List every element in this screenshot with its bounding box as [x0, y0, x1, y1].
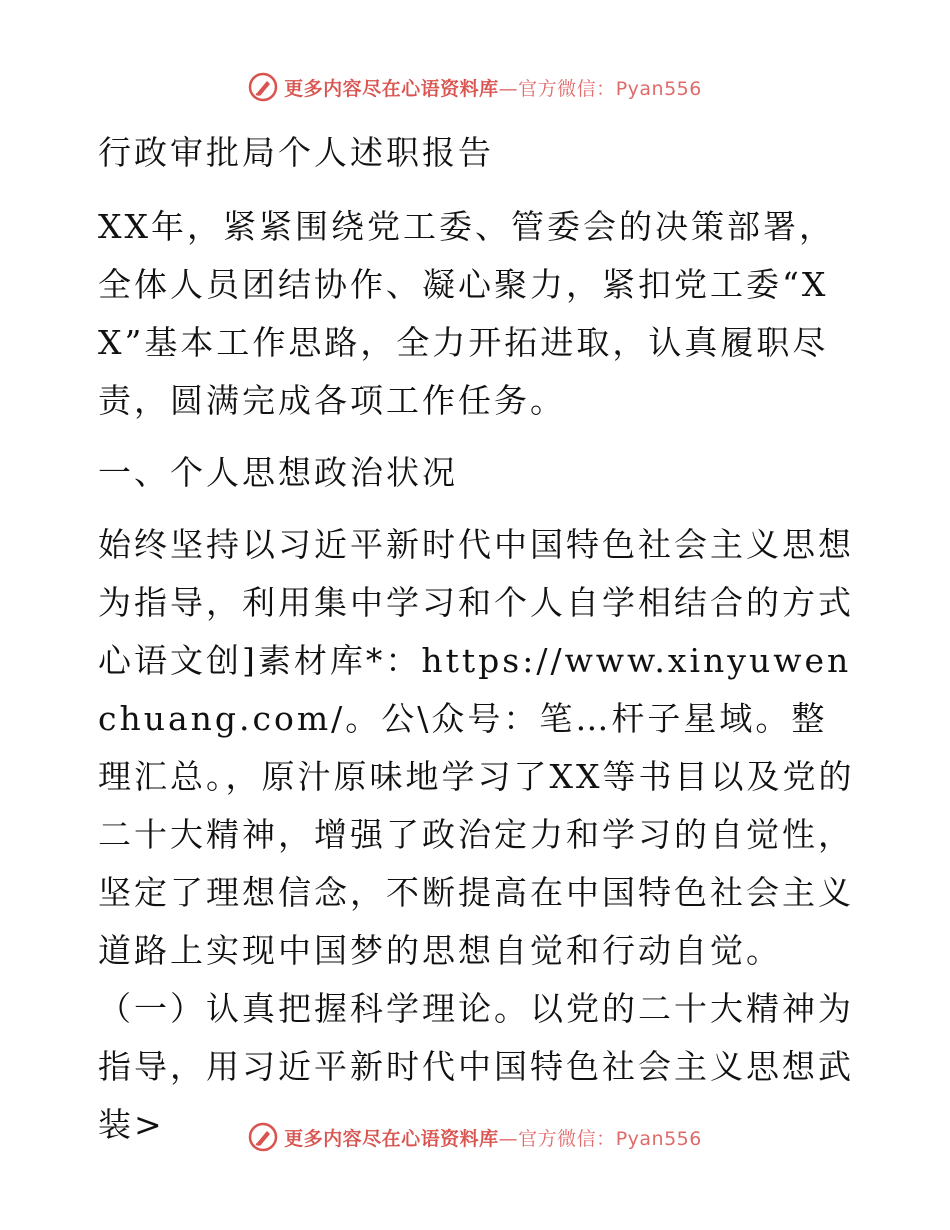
watermark-separator: — — [498, 77, 519, 100]
watermark-brand: 更多内容尽在心语资料库 — [284, 1127, 499, 1150]
pen-logo-icon — [248, 1122, 278, 1152]
watermark-official: 官方微信： — [518, 1127, 616, 1150]
header-watermark — [0, 72, 950, 102]
pen-logo-icon — [248, 72, 278, 102]
watermark-wechat-id: Pyan556 — [615, 77, 702, 100]
footer-watermark — [0, 1122, 950, 1152]
subsection-paragraph: （一）认真把握科学理论。以党的二十大精神为指导，用习近平新时代中国特色社会主义思想武装> — [98, 989, 854, 1144]
section-paragraph: 始终坚持以习近平新时代中国特色社会主义思想为指导，利用集中学习和个人自学相结合的方式心语文创]素材库*：https://www.xinyuwenchuang.com/。公\众号：笔…杆子星域。整理汇总。，原汁原味地学习了XX等书目以及党的二十大精神，增强了政治定力和学习的自觉性，坚定了理想信念，不断提高在中国特色社会主义道路上实现中国梦的思想自觉和行动自觉。 — [98, 525, 855, 970]
watermark-brand: 更多内容尽在心语资料库 — [284, 77, 499, 100]
document-body — [98, 124, 858, 1154]
intro-paragraph: XX年，紧紧围绕党工委、管委会的决策部署，全体人员团结协作、凝心聚力，紧扣党工委“XX”基本工作思路，全力开拓进取，认真履职尽责，圆满完成各项工作任务。 — [98, 207, 835, 420]
watermark-separator: — — [498, 1127, 519, 1150]
document-title: 行政审批局个人述职报告 — [98, 133, 494, 172]
section-heading: 一、个人思想政治状况 — [98, 453, 458, 492]
watermark-official: 官方微信： — [518, 77, 616, 100]
watermark-wechat-id: Pyan556 — [615, 1127, 702, 1150]
